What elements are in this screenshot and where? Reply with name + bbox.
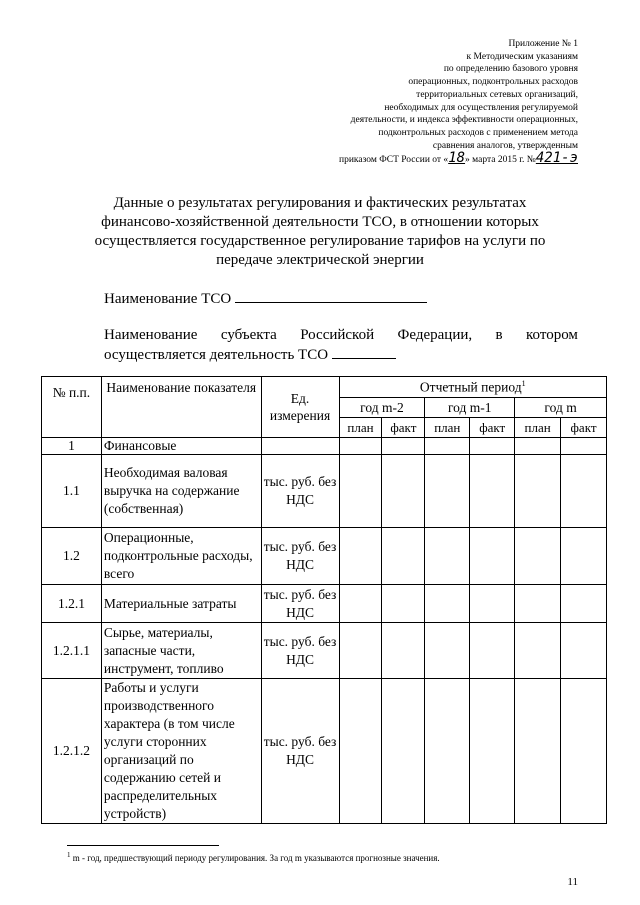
table-row (42, 679, 607, 824)
cell-empty[interactable] (515, 679, 561, 824)
header-fact: факт (470, 418, 515, 438)
row-name: Необходимая валовая выручка на содержание (собственная) (101, 455, 261, 528)
order-day: 18 (448, 150, 466, 167)
header-plan: план (425, 418, 470, 438)
appendix-line: необходимых для осуществления регулируемой (384, 102, 578, 113)
document-title (60, 194, 580, 270)
cell-empty[interactable] (339, 455, 382, 528)
cell-empty[interactable] (382, 623, 425, 679)
footnote-marker: 1 (67, 851, 71, 859)
subject-blank-line[interactable] (332, 345, 396, 359)
row-unit: тыс. руб. без НДС (261, 455, 339, 528)
cell-empty[interactable] (515, 438, 561, 455)
header-year: год m (515, 398, 607, 418)
title-line: осуществляется государственное регулирование тарифов на услуги по (94, 233, 546, 249)
cell-empty[interactable] (425, 438, 470, 455)
cell-empty[interactable] (339, 585, 382, 623)
order-line (238, 152, 578, 167)
table-row (42, 585, 607, 623)
row-name: Операционные, подконтрольные расходы, всего (101, 528, 261, 585)
cell-empty[interactable] (561, 455, 607, 528)
cell-empty[interactable] (515, 455, 561, 528)
appendix-line: подконтрольных расходов с применением метода (378, 127, 578, 138)
row-num: 1.1 (42, 455, 102, 528)
tso-blank-line[interactable] (235, 289, 427, 303)
subject-line-2 (104, 345, 578, 365)
subject-word: субъекта (220, 327, 277, 343)
title-line: передаче электрической энергии (216, 252, 424, 268)
cell-empty[interactable] (470, 679, 515, 824)
header-unit: Ед. измерения (261, 377, 339, 438)
appendix-line: деятельности, и индекса эффективности операционных, (350, 115, 578, 126)
subject-word: в (495, 327, 503, 343)
table-row (42, 623, 607, 679)
row-num: 1.2 (42, 528, 102, 585)
tso-name-field (104, 289, 427, 308)
row-unit (261, 438, 339, 455)
row-num: 1.2.1.1 (42, 623, 102, 679)
cell-empty[interactable] (425, 528, 470, 585)
row-unit: тыс. руб. без НДС (261, 679, 339, 824)
footnote (67, 851, 587, 863)
appendix-line: по определению базового уровня (443, 64, 578, 75)
header-year: год m-1 (425, 398, 515, 418)
subject-line-1 (104, 325, 578, 345)
cell-empty[interactable] (339, 623, 382, 679)
page-number: 11 (567, 876, 578, 888)
tso-label: Наименование ТСО (104, 291, 232, 307)
row-unit: тыс. руб. без НДС (261, 623, 339, 679)
cell-empty[interactable] (470, 585, 515, 623)
table-row (42, 438, 607, 455)
cell-empty[interactable] (339, 679, 382, 824)
appendix-line: территориальных сетевых организаций, (416, 89, 578, 100)
table-row (42, 528, 607, 585)
subject-word: котором (526, 327, 578, 343)
cell-empty[interactable] (382, 455, 425, 528)
header-num: № п.п. (42, 377, 102, 438)
appendix-line: операционных, подконтрольных расходов (408, 77, 578, 88)
header-year: год m-2 (339, 398, 425, 418)
subject-line2-text: осуществляется деятельность ТСО (104, 347, 329, 363)
appendix-header (238, 38, 578, 167)
cell-empty[interactable] (515, 623, 561, 679)
row-num: 1.2.1.2 (42, 679, 102, 824)
data-table (41, 376, 607, 824)
cell-empty[interactable] (561, 528, 607, 585)
subject-word: Российской (300, 327, 375, 343)
cell-empty[interactable] (470, 455, 515, 528)
title-line: финансово-хозяйственной деятельности ТСО, в отношении которых (101, 214, 539, 230)
row-name: Финансовые (101, 438, 261, 455)
subject-field (104, 325, 578, 365)
cell-empty[interactable] (425, 585, 470, 623)
header-fact: факт (382, 418, 425, 438)
cell-empty[interactable] (425, 679, 470, 824)
cell-empty[interactable] (425, 455, 470, 528)
header-plan: план (515, 418, 561, 438)
subject-word: Наименование (104, 327, 198, 343)
appendix-line: к Методическим указаниям (466, 51, 578, 62)
footnote-text: m - год, предшествующий периоду регулирования. За год m указываются прогнозные значения. (72, 853, 440, 863)
row-unit: тыс. руб. без НДС (261, 585, 339, 623)
cell-empty[interactable] (470, 623, 515, 679)
appendix-line: сравнения аналогов, утвержденным (432, 140, 578, 151)
cell-empty[interactable] (470, 528, 515, 585)
header-period-label: Отчетный период (419, 379, 522, 395)
header-period-footnote: 1 (521, 378, 526, 388)
cell-empty[interactable] (382, 585, 425, 623)
row-num: 1.2.1 (42, 585, 102, 623)
cell-empty[interactable] (339, 528, 382, 585)
table-row (42, 455, 607, 528)
title-line: Данные о результатах регулирования и фактических результатах (113, 195, 527, 211)
row-unit: тыс. руб. без НДС (261, 528, 339, 585)
subject-word: Федерации, (397, 327, 473, 343)
cell-empty[interactable] (339, 438, 382, 455)
cell-empty[interactable] (470, 438, 515, 455)
cell-empty[interactable] (425, 623, 470, 679)
cell-empty[interactable] (382, 679, 425, 824)
cell-empty[interactable] (382, 528, 425, 585)
cell-empty[interactable] (515, 585, 561, 623)
row-name: Материальные затраты (101, 585, 261, 623)
row-num: 1 (42, 438, 102, 455)
cell-empty[interactable] (561, 438, 607, 455)
appendix-line: Приложение № 1 (508, 39, 578, 49)
cell-empty[interactable] (561, 679, 607, 824)
cell-empty[interactable] (382, 438, 425, 455)
cell-empty[interactable] (515, 528, 561, 585)
order-prefix: приказом ФСТ России от « (338, 155, 449, 166)
footnote-divider (67, 845, 219, 846)
row-name: Работы и услуги производственного характера (в том числе услуги сторонних организаций по содержанию сетей и распределительных устройств) (101, 679, 261, 824)
order-mid: » марта 2015 г. № (465, 155, 536, 166)
row-name: Сырье, материалы, запасные части, инструмент, топливо (101, 623, 261, 679)
cell-empty[interactable] (561, 585, 607, 623)
order-number: 421-э (535, 150, 578, 167)
header-fact: факт (561, 418, 607, 438)
header-plan: план (339, 418, 382, 438)
header-period (339, 377, 607, 398)
cell-empty[interactable] (561, 623, 607, 679)
header-name: Наименование показателя (101, 377, 261, 438)
